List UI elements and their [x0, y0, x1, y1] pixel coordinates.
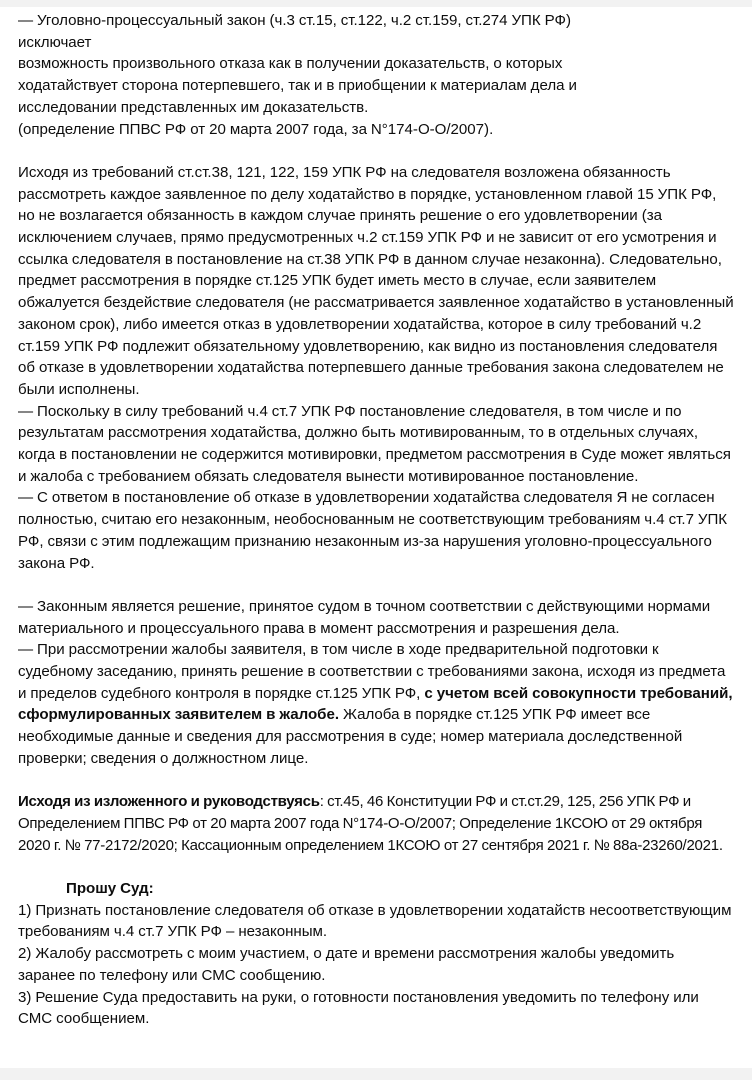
paragraph-gap [18, 856, 734, 878]
paragraph-criminal-procedure-law-line-5: исследовании представленных им доказательств. [18, 98, 369, 116]
paragraph-legal-basis-citations [18, 791, 734, 856]
paragraph-gap [18, 574, 734, 596]
complaint-review-text-part-1: — При рассмотрении жалобы заявителя, в том числе в ходе предварительной подготовки к судебному заседанию, принять решение в соответствии с требованиями закона, исходя из предмета и пределов судебного контроля в порядке ст.125 УПК РФ, [18, 641, 730, 702]
page-top-edge-band [0, 0, 752, 7]
request-item-1: 1) Признать постановление следователя об отказе в удовлетворении ходатайств несоответствующим требованиям ч.4 ст.7 УПК РФ – незаконным. [18, 901, 736, 941]
page-bottom-edge-band [0, 1068, 752, 1080]
legal-basis-lead-in: Исходя из изложенного и руководствуясь [18, 793, 320, 811]
request-section-heading: Прошу Суд: [66, 880, 154, 898]
complaint-review-text-part-2: Жалоба в порядке ст.125 УПК РФ имеет все необходимые данные и сведения для рассмотрения в суде; номер материала доследственной проверки; сведения о должностном лице. [18, 706, 687, 767]
paragraph-investigator-obligations: Исходя из требований ст.ст.38, 121, 122, 159 УПК РФ на следователя возложена обязанность рассмотреть каждое заявленное по делу ходатайство в порядке, установленном главой 15 УПК РФ, но не возлагается обязанность в каждом случае принять решение о его удовлетворении (за исключением случаев, прямо предусмотренных ч.2 ст.159 УПК РФ и не зависит от его усмотрения и ссылка следователя в постановление на ст.38 УПК РФ в данном случае незаконна). Следовательно, предмет рассмотрения в порядке ст.125 УПК будет иметь место в случае, если заявителем обжалуется бездействие следователя (не рассматривается заявленное ходатайство в установленный законом срок), либо имеется отказ в удовлетворении ходатайства, которое в силу требований ч.2 ст.159 УПК РФ подлежит обязательному удовлетворению, как видно из постановления следователя об отказе в удовлетворении ходатайства потерпевшего данные требования закона следователем не были исполнены. [18, 163, 738, 398]
paragraph-criminal-procedure-law-line-3: возможность произвольного отказа как в получении доказательств, о которых [18, 55, 563, 73]
paragraph-criminal-procedure-law-line-4: ходатайствует сторона потерпевшего, так и в приобщении к материалам дела и [18, 77, 577, 95]
paragraph-gap [18, 140, 734, 162]
paragraph-criminal-procedure-law-line-2: исключает [18, 33, 92, 51]
paragraph-lawful-decision-definition: — Законным является решение, принятое судом в точном соответствии с действующими нормами материального и процессуального права в момент рассмотрения и разрешения дела. [18, 597, 715, 637]
paragraph-complaint-review-requirements [18, 639, 737, 769]
paragraph-gap [18, 770, 734, 792]
paragraph-criminal-procedure-law-line-1: — Уголовно-процессуальный закон (ч.3 ст.15, ст.122, ч.2 ст.159, ст.274 УПК РФ) [18, 12, 571, 29]
request-item-3: 3) Решение Суда предоставить на руки, о готовности постановления уведомить по телефону или СМС сообщением. [18, 988, 703, 1028]
paragraph-disagreement-statement: — С ответом в постановление об отказе в удовлетворении ходатайства следователя Я не согласен полностью, считаю его незаконным, необоснованным не соответствующим требованиям ч.4 ст.7 УПК РФ, связи с этим подлежащим признанию незаконным из-за нарушения уголовно-процессуального закона РФ. [18, 489, 732, 572]
document-text-body [18, 10, 738, 1030]
legal-basis-citations-text: : ст.45, 46 Конституции РФ и ст.ст.29, 125, 256 УПК РФ и Определением ППВС РФ от 20 марта 2007 года N°174-О-О/2007; Определение 1КСОЮ от 29 октября 2020 г. № 77-2172/2020; Кассационным определением 1КСОЮ от 27 сентября 2021 г. № 88а-23260/2021. [18, 793, 723, 854]
paragraph-motivated-decision-requirement: — Поскольку в силу требований ч.4 ст.7 УПК РФ постановление следователя, в том числе и по результатам рассмотрения ходатайства, должно быть мотивированным, то в отдельных случаях, когда в постановлении не содержится мотивировки, предметом рассмотрения в Суде может являться и жалоба с требованием обязать следователя вынести мотивированное постановление. [18, 402, 735, 485]
complaint-review-emphasis: с учетом всей совокупности требований, сформулированных заявителем в жалобе. [18, 684, 737, 724]
paragraph-ppvs-definition-reference: (определение ППВС РФ от 20 марта 2007 года, за N°174-О-О/2007). [18, 120, 494, 138]
request-item-2: 2) Жалобу рассмотреть с моим участием, о дате и времени рассмотрения жалобы уведомить заранее по телефону или СМС сообщению. [18, 945, 679, 984]
